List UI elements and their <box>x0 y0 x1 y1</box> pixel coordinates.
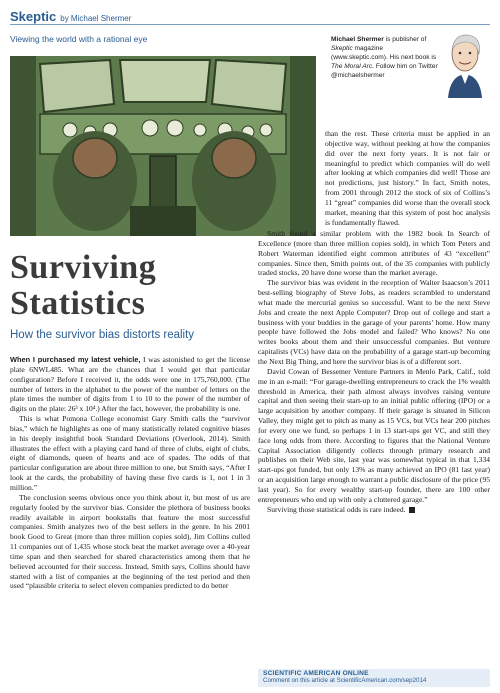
paragraph-text: I was astonished to get the license plate 6NWL485. What are the chances that I would get that particular configuration? Before I received it, the odds were one in 175,760,000. (The number of letters in the alphabet to the power of the number of letters on the plate times the number of digits from 1 to 10 to the power of the number of digits on the plate: 26³ x 10⁴.) After the fact, however, the probability is one. <box>10 355 250 414</box>
bio-text: . Follow him on Twitter @michaelshermer <box>331 63 438 79</box>
online-brand: SCIENTIFIC AMERICAN ONLINE <box>263 670 369 677</box>
article-deck: How the survivor bias distorts reality <box>10 329 195 341</box>
paragraph: The survivor bias was evident in the reception of Walter Isaacson’s 2011 best-selling biography of Steve Jobs, as readers scrambled to understand what made the mercurial genius so successful. Want to be the next Steve Jobs and create the next Apple Computer? Drop out of college and start a business with your buddies in the garage of your parents’ home. How many people have followed the Jobs model and failed? Who knows? No one writes books about them and their unsuccessful companies. But venture capitalists (VCs) have data on the probability of a garage start-up becoming the Next Big Thing, and here the survivor bias is of a different sort. <box>258 278 490 366</box>
column-title: Skeptic <box>10 9 57 24</box>
paragraph: The conclusion seems obvious once you think about it, but most of us are regularly fooled by the survivor bias. Consider the plethora of business books readily available in airport bookstalls that feature the most successful companies. Smith analyzes two of the best sellers in the genre. In his 2001 book Good to Great (more than three million copies sold), Jim Collins culled 11 companies out of 1,435 whose stock beat the market average over a 40-year time span and then searched for shared characteristics among them that he believed accounted for their success. Instead, Smith says, Collins should have started with a list of companies at the beginning of the test period and then used “plausible criteria to select eleven companies predicted to do better <box>10 492 250 591</box>
closing-text: Surviving those statistical odds is rare indeed. <box>267 504 406 514</box>
column-right <box>258 229 490 514</box>
author-portrait <box>438 28 492 98</box>
header-rule <box>10 24 490 25</box>
bio-book: The Moral Arc <box>331 63 373 70</box>
author-bio <box>331 35 441 80</box>
byline: by Michael Shermer <box>60 14 132 23</box>
paragraph <box>10 355 250 414</box>
title-line-1: Surviving <box>10 249 157 286</box>
online-box <box>258 669 490 687</box>
column-left <box>10 355 250 591</box>
column-right-upper <box>325 129 490 227</box>
paragraph: Smith found a similar problem with the 1982 book In Search of Excellence (more than three million copies sold), in which Tom Peters and Robert Waterman identified eight common attributes of 43 “excellent” companies. Since then, Smith points out, of the 35 companies with publicly traded stocks, 20 have done worse than the market average. <box>258 229 490 278</box>
column-tagline: Viewing the world with a rational eye <box>10 34 148 44</box>
lead-in: When I purchased my latest vehicle, <box>10 355 141 364</box>
comment-link[interactable] <box>263 677 485 684</box>
bio-text: magazine (www.skeptic.com). His next book is <box>331 45 437 61</box>
comment-link-text[interactable]: Comment on this article at ScientificAmerican.com/sep2014 <box>263 677 427 684</box>
end-mark-icon <box>409 507 415 513</box>
paragraph: than the rest. These criteria must be applied in an objective way, without peeking at how the companies did over the next forty years. It is not fair or meaningful to predict which companies will do well after looking at which companies did well! Those are not predictions, just history.” In fact, Smith notes, from 2001 through 2012 the stock of six of Collins’s 11 “great” companies did worse than the overall stock market, meaning that this system of post hoc analysis is fundamentally flawed. <box>325 129 490 227</box>
cockpit-illustration <box>10 56 316 236</box>
paragraph: David Cowan of Bessemer Venture Partners in Menlo Park, Calif., told me in an e-mail: “For garage-dwelling entrepreneurs to crack the 1% wealth threshold in America, their path almost always involves raising venture capital and then seeing their start-up to an initial public offering (IPO) or a large acquisition by another company. If their garage is situated in Silicon Valley, they might get to pitch as many as 15 VCs, but VCs hear 200 pitches for every one we fund, so perhaps 1 in 13 start-ups get VC, and still they face long odds from there. According to figures that the National Venture Capital Association diligently collects through primary research and publishes on their Web site, last year was somewhat typical in that 1,334 start-ups got funded, but only 13% as many achieved an IPO (81 last year) or an acquisition large enough to warrant a public disclosure of the price (95 last year). So for every wealthy start-up founder, there are 100 other entrepreneurs who end up with only a cluttered garage.” <box>258 366 490 504</box>
closing-paragraph <box>258 505 490 515</box>
column-header <box>10 8 490 30</box>
paragraph: This is what Pomona College economist Gary Smith calls the “survivor bias,” which he highlights as one of many statistically related cognitive biases in his deeply insightful book Standard Deviations (Overlook, 2014). Smith illustrates the effect with a playing card hand of three of clubs, eight of clubs, eight of diamonds, queen of hearts and ace of spades. The odds of that particular configuration are about three million to one, but Smith says, “After I look at the cards, the probability of having these five cards is 1, not 1 in 3 million.” <box>10 414 250 492</box>
bio-magazine: Skeptic <box>331 45 353 52</box>
bio-text: is publisher of <box>383 36 427 43</box>
author-name: Michael Shermer <box>331 36 384 43</box>
title-line-2: Statistics <box>10 285 146 322</box>
